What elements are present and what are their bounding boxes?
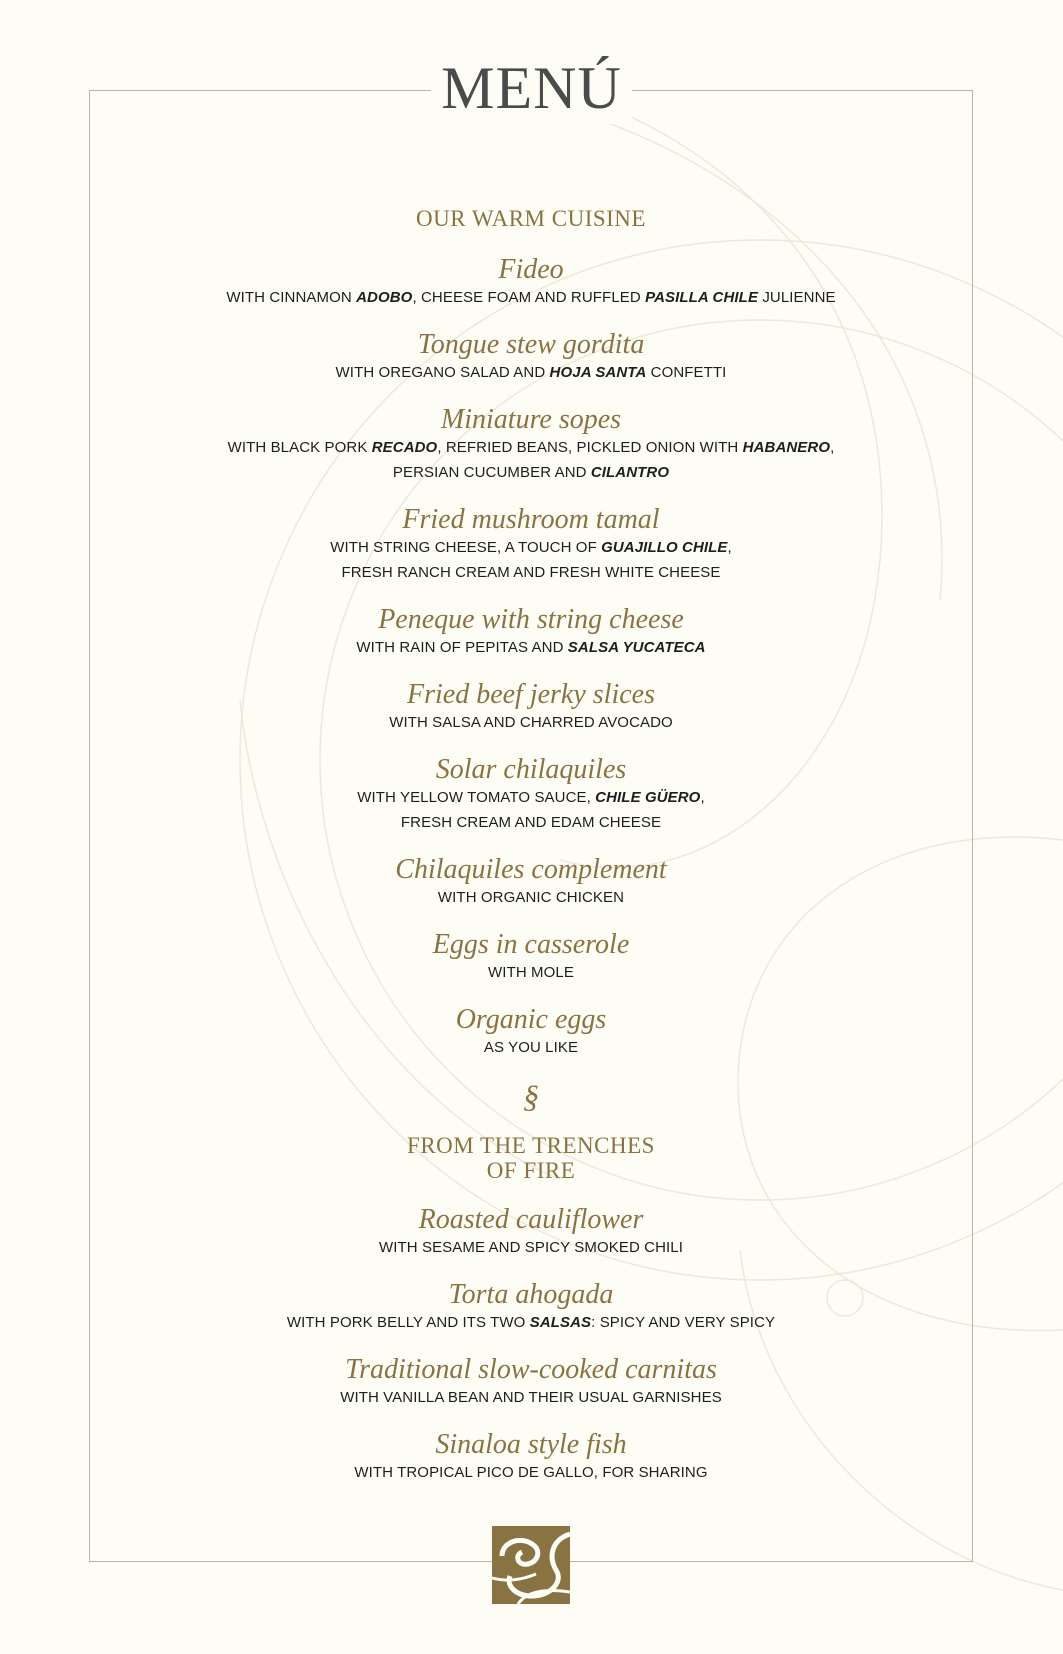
section-title-warm-cuisine: OUR WARM CUISINE bbox=[416, 206, 646, 231]
menu-item bbox=[89, 255, 973, 310]
menu-item bbox=[89, 605, 973, 660]
section-title-trenches-of-fire-line2: OF FIRE bbox=[486, 1158, 576, 1183]
item-desc: PERSIAN CUCUMBER AND CILANTRO bbox=[392, 464, 670, 481]
item-name: Fried mushroom tamal bbox=[402, 504, 660, 535]
item-name: Eggs in casserole bbox=[432, 929, 630, 960]
menu-item bbox=[89, 1430, 973, 1485]
menu-item bbox=[89, 1355, 973, 1410]
item-name: Fideo bbox=[498, 254, 564, 285]
section-divider: § bbox=[523, 1078, 539, 1114]
item-desc: WITH SESAME AND SPICY SMOKED CHILI bbox=[378, 1239, 683, 1256]
item-desc: WITH STRING CHEESE, A TOUCH OF GUAJILLO CHILE, bbox=[330, 539, 732, 556]
menu-item bbox=[89, 405, 973, 485]
item-name: Chilaquiles complement bbox=[395, 854, 667, 885]
item-desc: WITH PORK BELLY AND ITS TWO SALSAS: SPICY AND VERY SPICY bbox=[286, 1314, 776, 1331]
item-desc: WITH CINNAMON ADOBO, CHEESE FOAM AND RUFFLED PASILLA CHILE JULIENNE bbox=[226, 289, 836, 306]
menu-item bbox=[89, 930, 973, 985]
item-name: Miniature sopes bbox=[440, 404, 622, 435]
menu-item bbox=[89, 1205, 973, 1260]
brand-monogram-icon bbox=[492, 1526, 570, 1604]
menu-item bbox=[89, 330, 973, 385]
item-desc: WITH ORGANIC CHICKEN bbox=[437, 889, 625, 906]
menu-item bbox=[89, 680, 973, 735]
section-title-trenches-of-fire: FROM THE TRENCHES bbox=[407, 1133, 655, 1158]
item-desc: WITH TROPICAL PICO DE GALLO, FOR SHARING bbox=[354, 1464, 708, 1481]
menu-item bbox=[89, 505, 973, 585]
item-desc: WITH BLACK PORK RECADO, REFRIED BEANS, PICKLED ONION WITH HABANERO, bbox=[227, 439, 835, 456]
menu-title-text: MENÚ bbox=[431, 52, 632, 124]
menu-item bbox=[89, 755, 973, 835]
item-desc: WITH RAIN OF PEPITAS AND SALSA YUCATECA bbox=[356, 639, 706, 656]
menu-item bbox=[89, 855, 973, 910]
item-desc: WITH OREGANO SALAD AND HOJA SANTA CONFETTI bbox=[335, 364, 727, 381]
item-name: Solar chilaquiles bbox=[435, 754, 627, 785]
item-desc: WITH YELLOW TOMATO SAUCE, CHILE GÜERO, bbox=[357, 789, 705, 806]
menu-item bbox=[89, 1005, 973, 1060]
menu-item bbox=[89, 1280, 973, 1335]
item-desc: WITH VANILLA BEAN AND THEIR USUAL GARNISHES bbox=[340, 1389, 722, 1406]
item-desc: FRESH CREAM AND EDAM CHEESE bbox=[400, 814, 662, 831]
item-name: Torta ahogada bbox=[448, 1279, 614, 1310]
item-name: Organic eggs bbox=[455, 1004, 607, 1035]
item-desc: FRESH RANCH CREAM AND FRESH WHITE CHEESE bbox=[341, 564, 721, 581]
item-desc: WITH MOLE bbox=[488, 964, 574, 981]
item-name: Tongue stew gordita bbox=[417, 329, 645, 360]
item-name: Traditional slow-cooked carnitas bbox=[345, 1354, 717, 1385]
item-name: Peneque with string cheese bbox=[378, 604, 684, 635]
item-name: Roasted cauliflower bbox=[418, 1204, 644, 1235]
item-name: Sinaloa style fish bbox=[435, 1429, 627, 1460]
item-name: Fried beef jerky slices bbox=[406, 679, 655, 710]
item-desc: AS YOU LIKE bbox=[483, 1039, 579, 1056]
menu-title bbox=[0, 52, 1063, 124]
item-desc: WITH SALSA AND CHARRED AVOCADO bbox=[389, 714, 673, 731]
